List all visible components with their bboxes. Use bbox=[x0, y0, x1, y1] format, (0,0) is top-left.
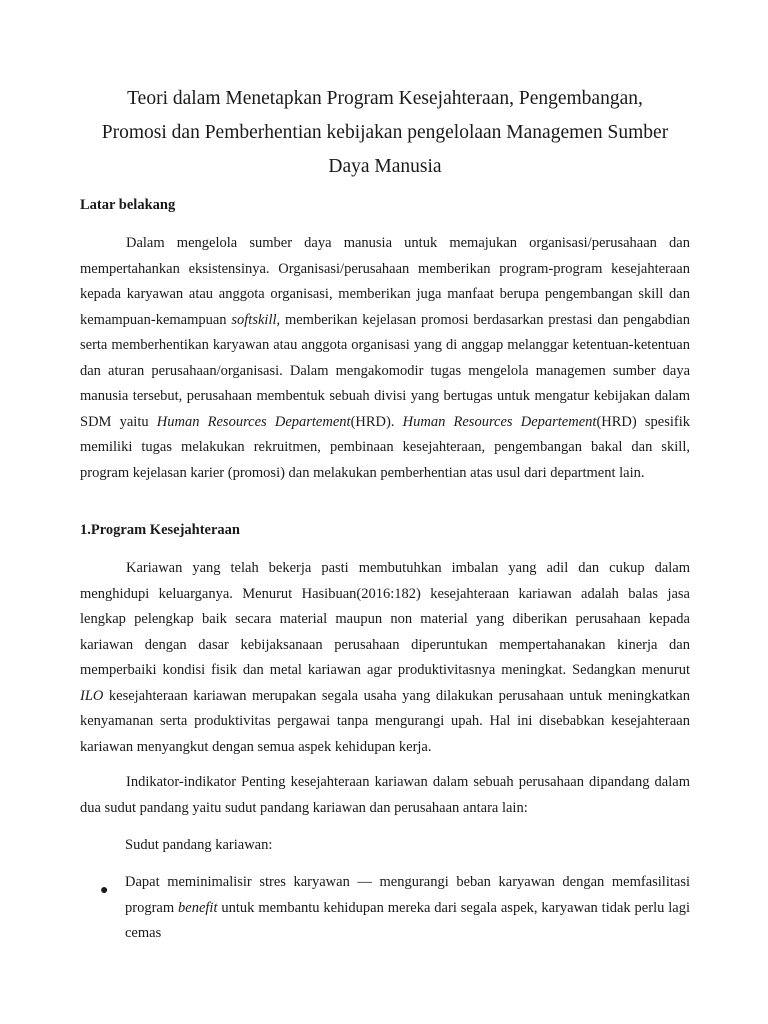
paragraph-kesejahteraan-2 bbox=[80, 770, 690, 821]
title-line-1: Teori dalam Menetapkan Program Kesejahteraan, Pengembangan, bbox=[127, 88, 643, 109]
text-run: (HRD). bbox=[350, 413, 403, 430]
section-heading-program-kesejahteraan: 1.Program Kesejahteraan bbox=[80, 522, 240, 538]
text-run: kesejahteraan kariawan merupakan segala usaha yang dilakukan perusahaan untuk meningkatkan kenyamanan serta produktivitas pergawai tanpa mengurangi upah. Hal ini disebabkan kesejahteraan kariawan menyangkut dengan semua aspek kehidupan kerja. bbox=[80, 687, 690, 755]
text-run: Dapat meminimalisir stres karyawan — mengurangi beban karyawan dengan memfasilitasi program bbox=[125, 874, 690, 916]
italic-term: Human Resources Departement bbox=[156, 413, 351, 430]
italic-term: Human Resources Departement bbox=[402, 413, 597, 430]
text-run: Dalam mengelola sumber daya manusia untuk memajukan organisasi/perusahaan dan mempertahankan eksistensinya. Organisasi/perusahaan memberikan program-program kesejahteraan kepada karyawan atau anggota organisasi, memberikan juga manfaat berupa pengembangan skill dan kemampuan-kemampuan bbox=[80, 235, 690, 328]
title-line-2: Promosi dan Pemberhentian kebijakan pengelolaan Managemen Sumber bbox=[101, 122, 669, 143]
text-run: , memberikan kejelasan promosi berdasarkan prestasi dan pengabdian serta memberhentikan karyawan atau anggota organisasi yang di anggap melanggar ketentuan-ketentuan dan aturan perusahaan/organisasi. Dalam mengakomodir tugas mengelola managemen sumber daya manusia tersebut, perusahaan membentuk sebuah divisi yang bertugas untuk mengatur kebijakan dalam SDM yaitu bbox=[80, 311, 690, 430]
text-run: untuk membantu kehidupan mereka dari segala aspek, karyawan tidak perlu lagi cemas bbox=[125, 899, 690, 941]
bullet-item bbox=[125, 870, 690, 947]
text-run: Indikator-indikator Penting kesejahteraan kariawan dalam sebuah perusahaan dipandang dalam dua sudut pandang yaitu sudut pandang kariawan dan perusahaan antara lain: bbox=[80, 774, 690, 816]
title-line-3: Daya Manusia bbox=[328, 156, 442, 177]
bullet-icon: ● bbox=[100, 883, 109, 898]
text-run: Kariawan yang telah bekerja pasti membutuhkan imbalan yang adil dan cukup dalam menghidupi keluarganya. Menurut Hasibuan(2016:182) kesejahteraan kariawan adalah balas jasa lengkap pelengkap baik secara material maupun non material yang diberikan perusahaan kepada kariawan dengan dasar kebijaksanaan perusahaan diperuntukan mempertahanakan kinerja dan memperbaiki kondisi fisik dan metal kariawan agar produktivitasnya meningkat. Sedangkan menurut bbox=[80, 560, 690, 678]
paragraph-sudut-pandang: Sudut pandang kariawan: bbox=[125, 837, 273, 853]
italic-term: ILO bbox=[80, 687, 104, 704]
text-run: (HRD) spesifik memiliki tugas melakukan rekruitmen, pembinaan kesejahteraan, pengembangan bakal dan skill, program kejelasan karier (promosi) dan melakukan pemberhentian atas usul dari department lain. bbox=[80, 413, 690, 481]
paragraph-kesejahteraan-1 bbox=[80, 556, 690, 760]
document-title bbox=[80, 82, 690, 184]
section-heading-latar-belakang: Latar belakang bbox=[80, 197, 176, 213]
italic-term: benefit bbox=[178, 899, 218, 916]
paragraph-latar-belakang bbox=[80, 231, 690, 486]
italic-term: softskill bbox=[231, 311, 277, 328]
